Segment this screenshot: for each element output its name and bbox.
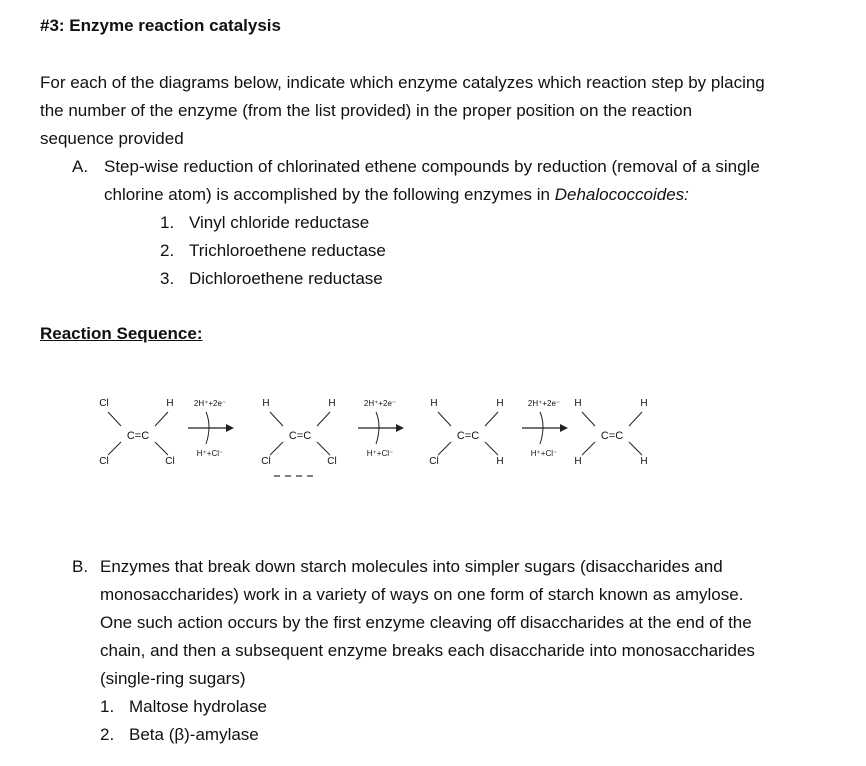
molecule-3-lower-left-atom: Cl — [429, 456, 439, 467]
enzyme-a-3-num: 3. — [160, 269, 175, 288]
enzyme-a-2-name: Trichloroethene reductase — [189, 241, 386, 260]
reaction-step-2-reactants-label: 2H⁺+2e⁻ — [363, 399, 397, 408]
molecule-4-double-bond: C=C — [600, 430, 624, 442]
molecule-4-bond-upper-right — [629, 412, 642, 426]
enzyme-a-2-num: 2. — [160, 241, 175, 260]
enzyme-a-1-name: Vinyl chloride reductase — [189, 213, 370, 232]
molecule-1-upper-right-atom: H — [166, 398, 174, 409]
enzyme-a-1-num: 1. — [160, 213, 175, 232]
part-b-line-4: chain, and then a subsequent enzyme breaks each disaccharide into monosaccharides — [100, 641, 755, 660]
intro-line-2: the number of the enzyme (from the list provided) in the proper position on the reaction — [40, 101, 693, 120]
reaction-step-1-reactants-label: 2H⁺+2e⁻ — [193, 399, 227, 408]
reaction-step-3-arrow-head — [560, 424, 568, 432]
molecule-1-bond-upper-left — [108, 412, 121, 426]
part-b-line-5: (single-ring sugars) — [100, 669, 246, 688]
part-b-marker: B. — [72, 557, 89, 576]
molecule-2-bond-upper-left — [270, 412, 283, 426]
molecule-1-double-bond: C=C — [126, 430, 150, 442]
page-title: #3: Enzyme reaction catalysis — [40, 16, 281, 35]
molecule-4-bond-upper-left — [582, 412, 595, 426]
molecule-4-upper-left-atom: H — [574, 398, 582, 409]
molecule-3-bond-lower-left — [438, 442, 451, 455]
enzyme-b-1-name: Maltose hydrolase — [129, 697, 267, 716]
part-a-line-1: Step-wise reduction of chlorinated ethene compounds by reduction (removal of a single — [104, 157, 760, 176]
molecule-3-bond-upper-right — [485, 412, 498, 426]
enzyme-b-2-name: Beta (β)-amylase — [129, 725, 259, 744]
molecule-2-double-bond: C=C — [288, 430, 312, 442]
reaction-step-2-arrow-head — [396, 424, 404, 432]
part-a-line-2-text: chlorine atom) is accomplished by the following enzymes in — [104, 185, 555, 204]
enzyme-b-1-num: 1. — [100, 697, 115, 716]
part-b-line-3: One such action occurs by the first enzyme cleaving off disaccharides at the end of the — [100, 613, 752, 632]
molecule-4-upper-right-atom: H — [640, 398, 648, 409]
molecule-1-bond-lower-right — [155, 442, 168, 455]
enzyme-b-2-num: 2. — [100, 725, 115, 744]
reaction-step-3-reactants-label: 2H⁺+2e⁻ — [527, 399, 561, 408]
molecule-3-bond-upper-left — [438, 412, 451, 426]
molecule-2-lower-left-atom: Cl — [261, 456, 271, 467]
reaction-step-1-products-label: H⁺+Cl⁻ — [196, 449, 224, 458]
molecule-2-bond-lower-right — [317, 442, 330, 455]
molecule-1-lower-left-atom: Cl — [99, 456, 109, 467]
molecule-1-upper-left-atom: Cl — [99, 398, 109, 409]
molecule-4-bond-lower-left — [582, 442, 595, 455]
part-a-line-2 — [104, 181, 689, 209]
molecule-2-bond-lower-left — [270, 442, 283, 455]
intro-line-3: sequence provided — [40, 129, 184, 148]
reaction-step-3-products-label: H⁺+Cl⁻ — [530, 449, 558, 458]
molecule-4-bond-lower-right — [629, 442, 642, 455]
molecule-2-upper-left-atom: H — [262, 398, 270, 409]
reaction-step-1-arrow-head — [226, 424, 234, 432]
part-b-line-1: Enzymes that break down starch molecules into simpler sugars (disaccharides and — [100, 557, 723, 576]
molecule-1-lower-right-atom: Cl — [165, 456, 175, 467]
molecule-3-upper-right-atom: H — [496, 398, 504, 409]
reaction-sequence-heading: Reaction Sequence: — [40, 324, 203, 343]
molecule-1-bond-lower-left — [108, 442, 121, 455]
part-a-marker: A. — [72, 157, 89, 176]
molecule-4-lower-left-atom: H — [574, 456, 582, 467]
reaction-step-2-products-label: H⁺+Cl⁻ — [366, 449, 394, 458]
molecule-3-lower-right-atom: H — [496, 456, 504, 467]
reaction-scheme — [0, 380, 866, 490]
molecule-3-upper-left-atom: H — [430, 398, 438, 409]
molecule-1-bond-upper-right — [155, 412, 168, 426]
molecule-3-bond-lower-right — [485, 442, 498, 455]
part-b-line-2: monosaccharides) work in a variety of ways on one form of starch known as amylose. — [100, 585, 744, 604]
molecule-2-lower-right-atom: Cl — [327, 456, 337, 467]
molecule-2-upper-right-atom: H — [328, 398, 336, 409]
molecule-3-double-bond: C=C — [456, 430, 480, 442]
organism-name: Dehalococcoides: — [554, 185, 689, 204]
molecule-4-lower-right-atom: H — [640, 456, 648, 467]
molecule-2-bond-upper-right — [317, 412, 330, 426]
enzyme-a-3-name: Dichloroethene reductase — [189, 269, 383, 288]
intro-line-1: For each of the diagrams below, indicate which enzyme catalyzes which reaction step by placing — [40, 73, 765, 92]
